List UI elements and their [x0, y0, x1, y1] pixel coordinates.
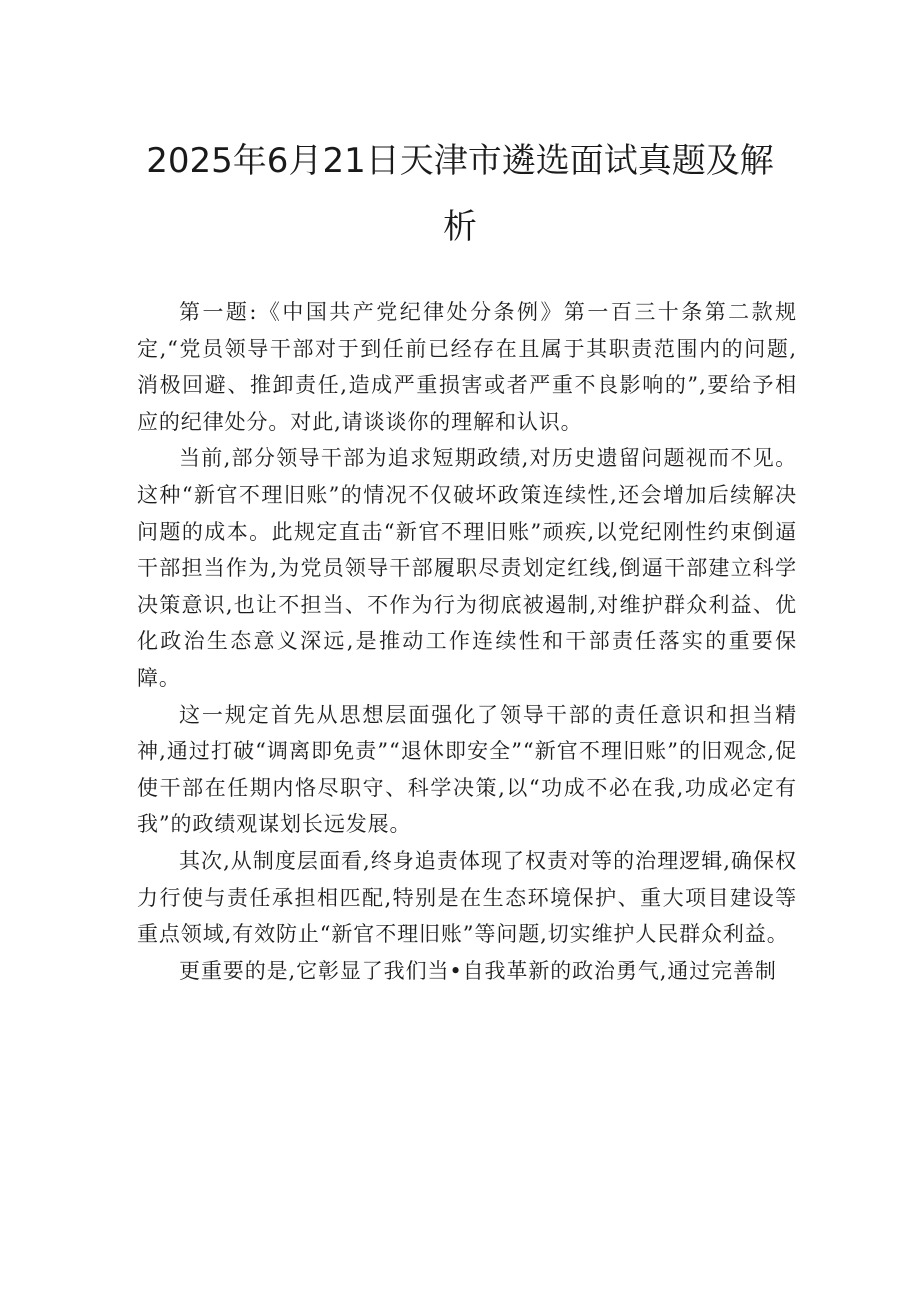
document-body [137, 294, 797, 989]
paragraph-analysis-intro: 当前,部分领导干部为追求短期政绩,对历史遗留问题视而不见。这种“新官不理旧账”的情况不仅破坏政策连续性,还会增加后续解决问题的成本。此规定直击“新官不理旧账”顽疾,以党纪刚性约束倒逼干部担当作为,为党员领导干部履职尽责划定红线,倒逼干部建立科学决策意识,也让不担当、不作为行为彻底被遏制,对维护群众利益、优化政治生态意义深远,是推动工作连续性和干部责任落实的重要保障。 [137, 446, 797, 690]
paragraph-question: 第一题:《中国共产党纪律处分条例》第一百三十条第二款规定,“党员领导干部对于到任前已经存在且属于其职责范围内的问题,消极回避、推卸责任,造成严重损害或者严重不良影响的”,要给予相应的纪律处分。对此,请谈谈你的理解和认识。 [137, 300, 797, 434]
document-title: 2025年6月21日天津市遴选面试真题及解析 [146, 141, 774, 247]
paragraph-analysis-third: 更重要的是,它彰显了我们当•自我革新的政治勇气,通过完善制 [179, 958, 777, 983]
paragraph-analysis-first: 这一规定首先从思想层面强化了领导干部的责任意识和担当精神,通过打破“调离即免责”“退休即安全”“新官不理旧账”的旧观念,促使干部在任期内恪尽职守、科学决策,以“功成不必在我,功成必定有我”的政绩观谋划长远发展。 [137, 702, 797, 837]
paragraph-analysis-second: 其次,从制度层面看,终身追责体现了权责对等的治理逻辑,确保权力行使与责任承担相匹配,特别是在生态环境保护、重大项目建设等重点领域,有效防止“新官不理旧账”等问题,切实维护人民群众利益。 [137, 848, 797, 947]
